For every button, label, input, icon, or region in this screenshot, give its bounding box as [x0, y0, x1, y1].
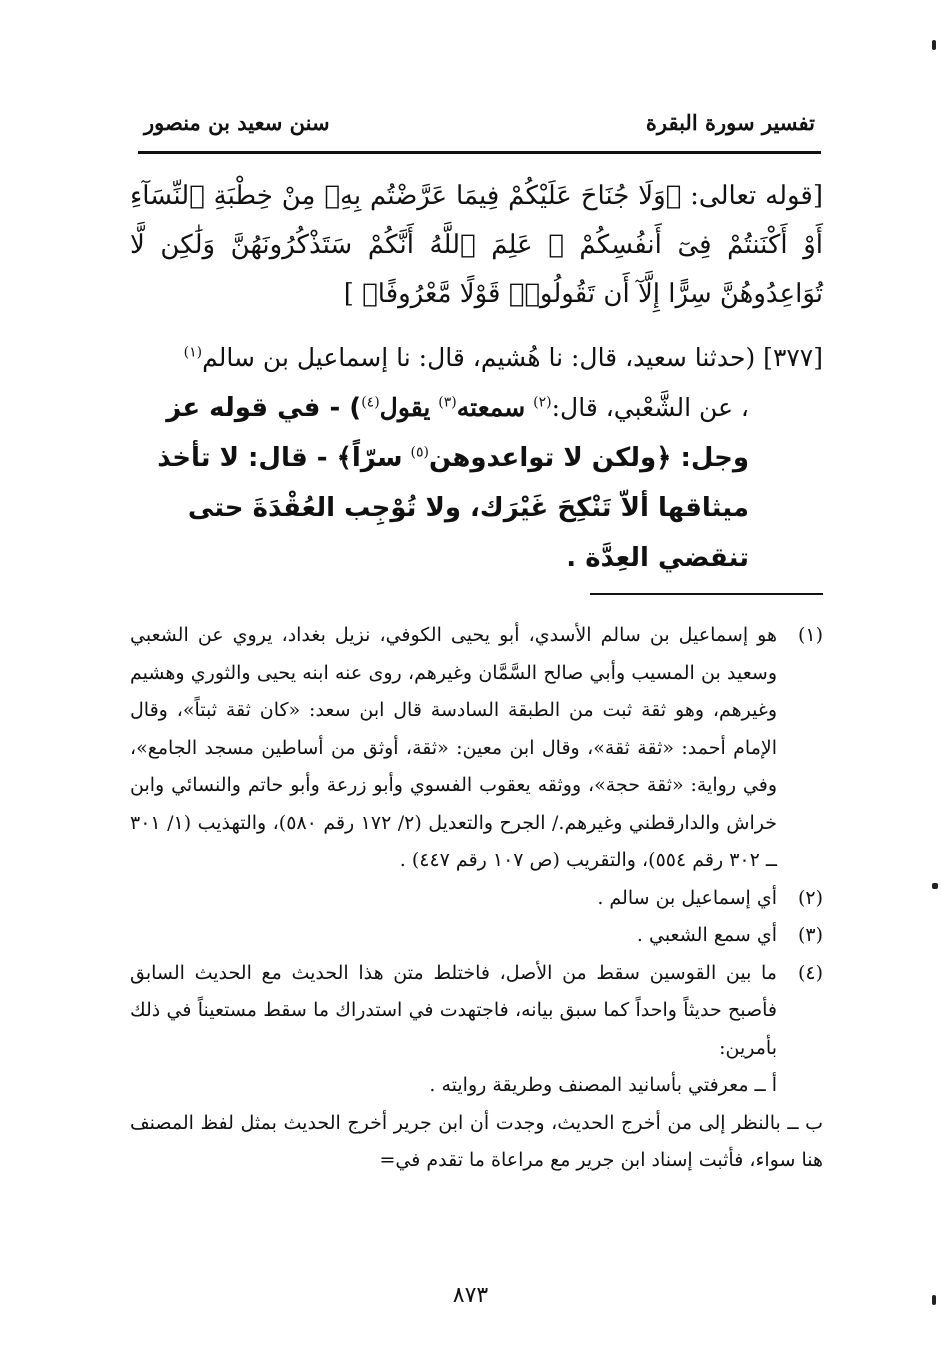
hadith-number: [٣٧٧] — [763, 343, 823, 372]
footnote-text: هو إسماعيل بن سالم الأسدي، أبو يحيى الكوفي، نزيل بغداد، يروي عن الشعبي وسعيد بن المسيب وأبي صالح السَّمَّان وغيرهم، روى عنه ابنه يحيى والثوري وهشيم وغيرهم، وهو ثقة ثبت من الطبقة السادسة قال ابن سعد: «كان ثقة ثبتاً»، وقال الإمام أحمد: «ثقة ثقة»، وقال ابن معين: «ثقة، أوثق من أساطين مسجد الجامع»، وفي رواية: «ثقة حجة»، ووثقه يعقوب الفسوي وأبو زرعة وأبو حاتم والنسائي وابن خراش والدارقطني وغيرهم./ الجرح والتعديل (٢/ ١٧٢ رقم ٥٨٠)، والتهذيب (١/ ٣٠١ ــ ٣٠٢ رقم ٥٥٤)، والتقريب (ص ١٠٧ رقم ٤٤٧) . — [130, 624, 777, 871]
footnote-1 — [130, 617, 823, 880]
footnote-ref-5: (٥) — [410, 444, 429, 461]
footnote-number: (٢) — [797, 886, 823, 909]
footnote-separator — [590, 593, 823, 595]
quran-verse: [قوله تعالى: ﴿وَلَا جُنَاحَ عَلَيْكُمْ فِيمَا عَرَّضْتُم بِهِۦ مِنْ خِطْبَةِ ٱلنِّسَآءِ أَوْ أَكْنَنتُمْ فِىٓ أَنفُسِكُمْ ۚ عَلِمَ ٱللَّهُ أَنَّكُمْ سَتَذْكُرُونَهُنَّ وَلَٰكِن لَّا تُوَاعِدُوهُنَّ سِرًّا إِلَّآ أَن تَقُولُوا۟ قَوْلًا مَّعْرُوفًا﴾ ] — [130, 181, 823, 309]
footnote-number: (٣) — [797, 924, 823, 946]
scan-speck — [932, 883, 938, 889]
page-number: ٨٧٣ — [452, 1283, 489, 1308]
footnote-point-a: أ ــ معرفتي بأسانيد المصنف وطريقة روايته . — [429, 1074, 777, 1096]
footnote-4 — [130, 955, 823, 1105]
footnote-text: أي إسماعيل بن سالم . — [597, 886, 777, 909]
footnote-4-continued — [130, 1105, 823, 1180]
footnote-ref-2: (٢) — [533, 394, 552, 411]
hadith-text-3: سمعته — [456, 393, 526, 422]
footnote-ref-3: (٣) — [438, 394, 457, 411]
hadith-matn: سرّاً﴾ - قال: لا تأخذ ميثاقها ألاّ تَنْكِحَ غَيْرَك، ولا تُوْجِب العُقْدَةَ حتى تنقضي العِدَّة . — [157, 443, 749, 573]
hadith-lead-line — [130, 333, 823, 383]
hadith-block — [130, 333, 823, 583]
footnote-number: (٤) — [797, 961, 823, 984]
footnote-2 — [130, 880, 823, 918]
hadith-isnad-2: ، عن الشَّعْبي، قال: — [551, 393, 749, 422]
footnote-3 — [130, 917, 823, 955]
footnote-ref-4: (٤) — [361, 394, 380, 411]
scan-speck — [932, 1295, 936, 1305]
footnote-point-b: ب ــ بالنظر إلى من أخرج الحديث، وجدت أن ابن جرير أخرج الحديث بمثل لفظ المصنف هنا سواء، فأثبت إسناد ابن جرير مع مراعاة ما تقدم في= — [130, 1111, 823, 1171]
footnotes — [130, 617, 823, 1180]
footnote-text: ما بين القوسين سقط من الأصل، فاختلط متن هذا الحديث مع الحديث السابق فأصبح حديثاً واحداً كما سبق بيانه، فاجتهدت في استدراك ما سقط مستعيناً في ذلك بأمرين: — [130, 961, 777, 1059]
hadith-text-4: يقول — [379, 393, 431, 422]
footnote-text: أي سمع الشعبي . — [636, 924, 777, 946]
header-rule — [138, 151, 821, 154]
hadith-isnad-1: (حدثنا سعيد، قال: نا هُشيم، قال: نا إسماعيل بن سالم — [202, 343, 756, 372]
footnote-number: (١) — [797, 624, 823, 646]
hadith-text-5: ) - في قوله عز وجل: ﴿ولكن لا تواعدوهن — [166, 393, 749, 473]
running-header-surah: تفسير سورة البقرة — [645, 110, 815, 135]
footnote-ref-1: (١) — [183, 344, 203, 361]
scan-speck — [932, 40, 936, 50]
hadith-continuation — [130, 383, 823, 583]
running-header-book: سنن سعيد بن منصور — [144, 110, 330, 135]
